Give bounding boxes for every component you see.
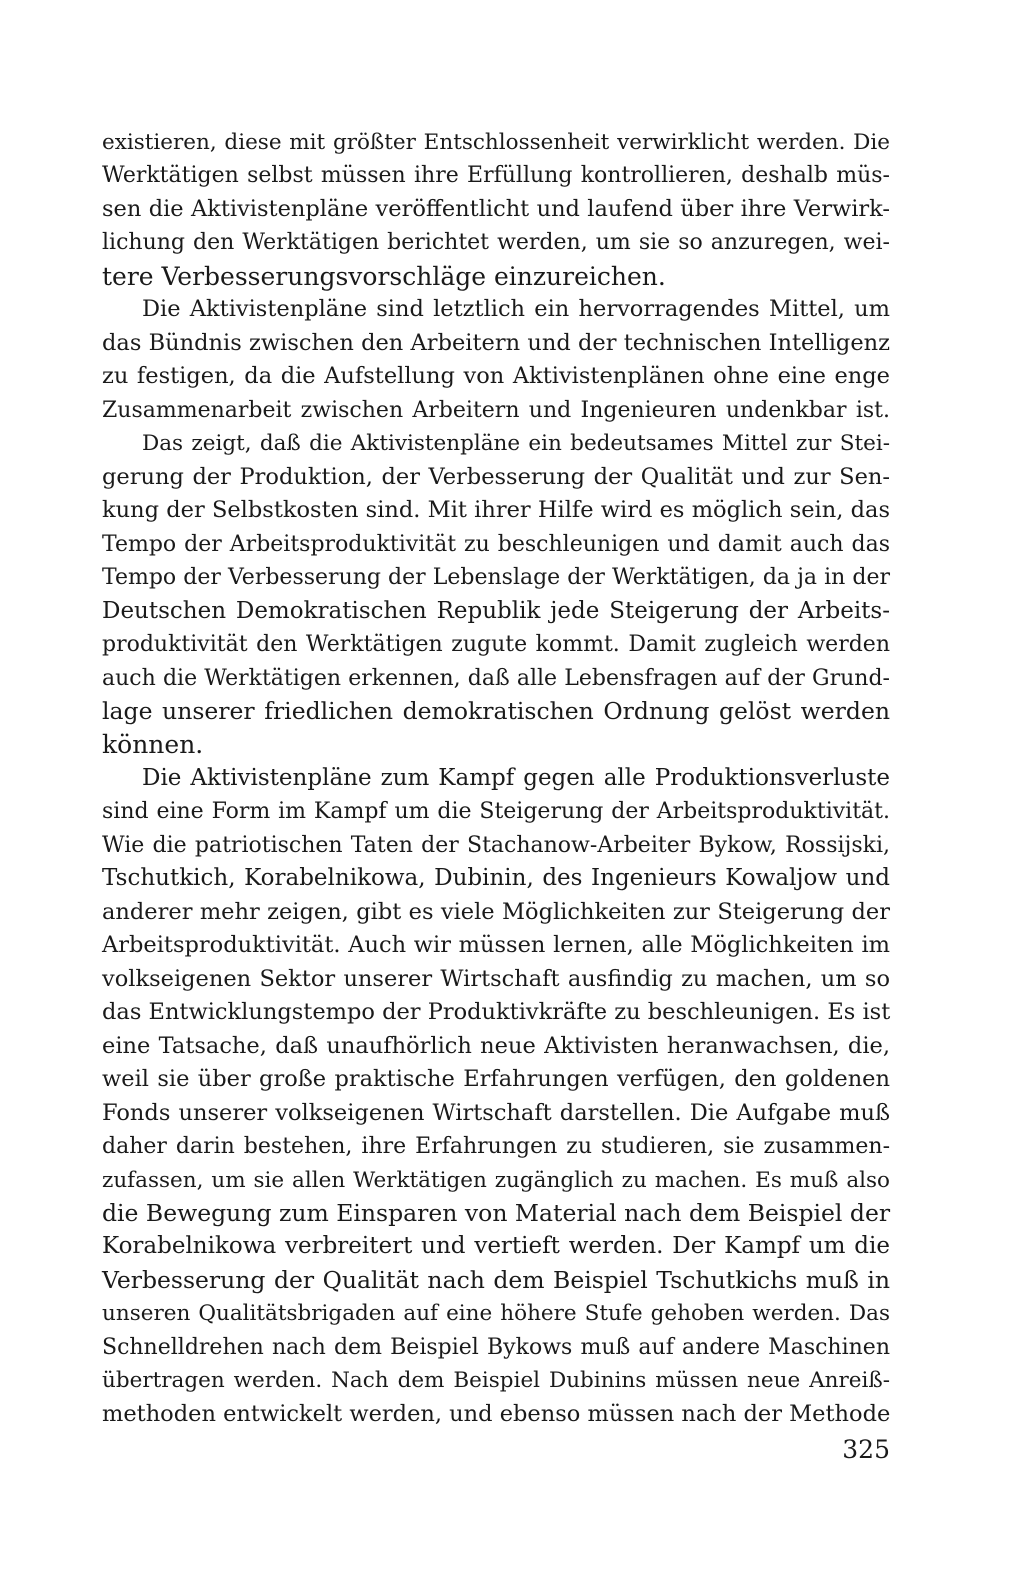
text-line: die Bewegung zum Einsparen von Material nach dem Beispiel der — [102, 1199, 891, 1227]
text-line: zu festigen, da die Aufstellung von Aktivistenplänen ohne eine enge — [102, 363, 890, 390]
text-line: lage unserer friedlichen demokratischen Ordnung gelöst werden — [102, 696, 890, 725]
text-line: lichung den Werktätigen berichtet werden, um sie so anzuregen, wei- — [102, 230, 890, 256]
text-line: methoden entwickelt werden, und ebenso müssen nach der Methode — [102, 1400, 891, 1427]
text-line: Arbeitsproduktivität. Auch wir müssen lernen, alle Möglichkeiten im — [102, 932, 890, 959]
text-line: Deutschen Demokratischen Republik jede Steigerung der Arbeits- — [102, 597, 890, 624]
page-number: 325 — [842, 1435, 890, 1464]
text-line: sen die Aktivistenpläne veröffentlicht und laufend über ihre Verwirk- — [102, 195, 890, 222]
text-line: tere Verbesserungsvorschläge einzureichen. — [102, 261, 666, 291]
text-line: das Bündnis zwischen den Arbeitern und der technischen Intelligenz — [102, 329, 890, 356]
text-line: zufassen, um sie allen Werktätigen zugänglich zu machen. Es muß also — [102, 1167, 890, 1193]
text-line: Zusammenarbeit zwischen Arbeitern und Ingenieuren undenkbar ist. — [102, 397, 890, 423]
text-line: können. — [102, 730, 204, 760]
text-line: kung der Selbstkosten sind. Mit ihrer Hilfe wird es möglich sein, das — [102, 497, 890, 524]
text-line: Wie die patriotischen Taten der Stachanow-Arbeiter Bykow, Rossijski, — [102, 832, 890, 858]
text-line: eine Tatsache, daß unaufhörlich neue Aktivisten heranwachsen, die, — [102, 1032, 890, 1059]
text-line: Korabelnikowa verbreitert und vertieft werden. Der Kampf um die — [102, 1233, 890, 1260]
text-line: auch die Werktätigen erkennen, daß alle Lebensfragen auf der Grund- — [102, 665, 890, 691]
text-line: Die Aktivistenpläne sind letztlich ein hervorragendes Mittel, um — [142, 296, 890, 323]
text-line: sind eine Form im Kampf um die Steigerung der Arbeitsproduktivität. — [102, 799, 890, 825]
text-line: volkseigenen Sektor unserer Wirtschaft ausfindig zu machen, um so — [102, 965, 890, 992]
text-line: Verbesserung der Qualität nach dem Beispiel Tschutkichs muß in — [102, 1265, 890, 1294]
text-line: daher darin bestehen, ihre Erfahrungen zu studieren, sie zusammen- — [102, 1134, 890, 1160]
text-line: Das zeigt, daß die Aktivistenpläne ein bedeutsames Mittel zur Stei- — [142, 431, 890, 457]
text-line: Fonds unserer volkseigenen Wirtschaft darstellen. Die Aufgabe muß — [102, 1099, 890, 1126]
text-line: unseren Qualitätsbrigaden auf eine höhere Stufe gehoben werden. Das — [102, 1301, 890, 1327]
text-line: das Entwicklungstempo der Produktivkräfte zu beschleunigen. Es ist — [102, 999, 891, 1026]
text-line: Die Aktivistenpläne zum Kampf gegen alle Produktionsverluste — [142, 764, 890, 791]
text-line: weil sie über große praktische Erfahrungen verfügen, den goldenen — [102, 1066, 890, 1093]
body-text — [102, 126, 890, 1431]
text-line: gerung der Produktion, der Verbesserung der Qualität und zur Sen- — [102, 463, 890, 490]
text-line: übertragen werden. Nach dem Beispiel Dubinins müssen neue Anreiß- — [102, 1368, 890, 1394]
text-line: Tempo der Verbesserung der Lebenslage der Werktätigen, da ja in der — [102, 565, 890, 591]
text-line: Schnelldrehen nach dem Beispiel Bykows muß auf andere Maschinen — [102, 1334, 890, 1360]
text-line: Tschutkich, Korabelnikowa, Dubinin, des Ingenieurs Kowaljow und — [102, 865, 890, 892]
text-line: produktivität den Werktätigen zugute kommt. Damit zugleich werden — [102, 632, 890, 658]
text-line: Tempo der Arbeitsproduktivität zu beschleunigen und damit auch das — [102, 531, 890, 557]
text-line: existieren, diese mit größter Entschlossenheit verwirklicht werden. Die — [102, 130, 890, 155]
text-line: anderer mehr zeigen, gibt es viele Möglichkeiten zur Steigerung der — [102, 898, 890, 925]
text-line: Werktätigen selbst müssen ihre Erfüllung kontrollieren, deshalb müs- — [102, 163, 890, 189]
